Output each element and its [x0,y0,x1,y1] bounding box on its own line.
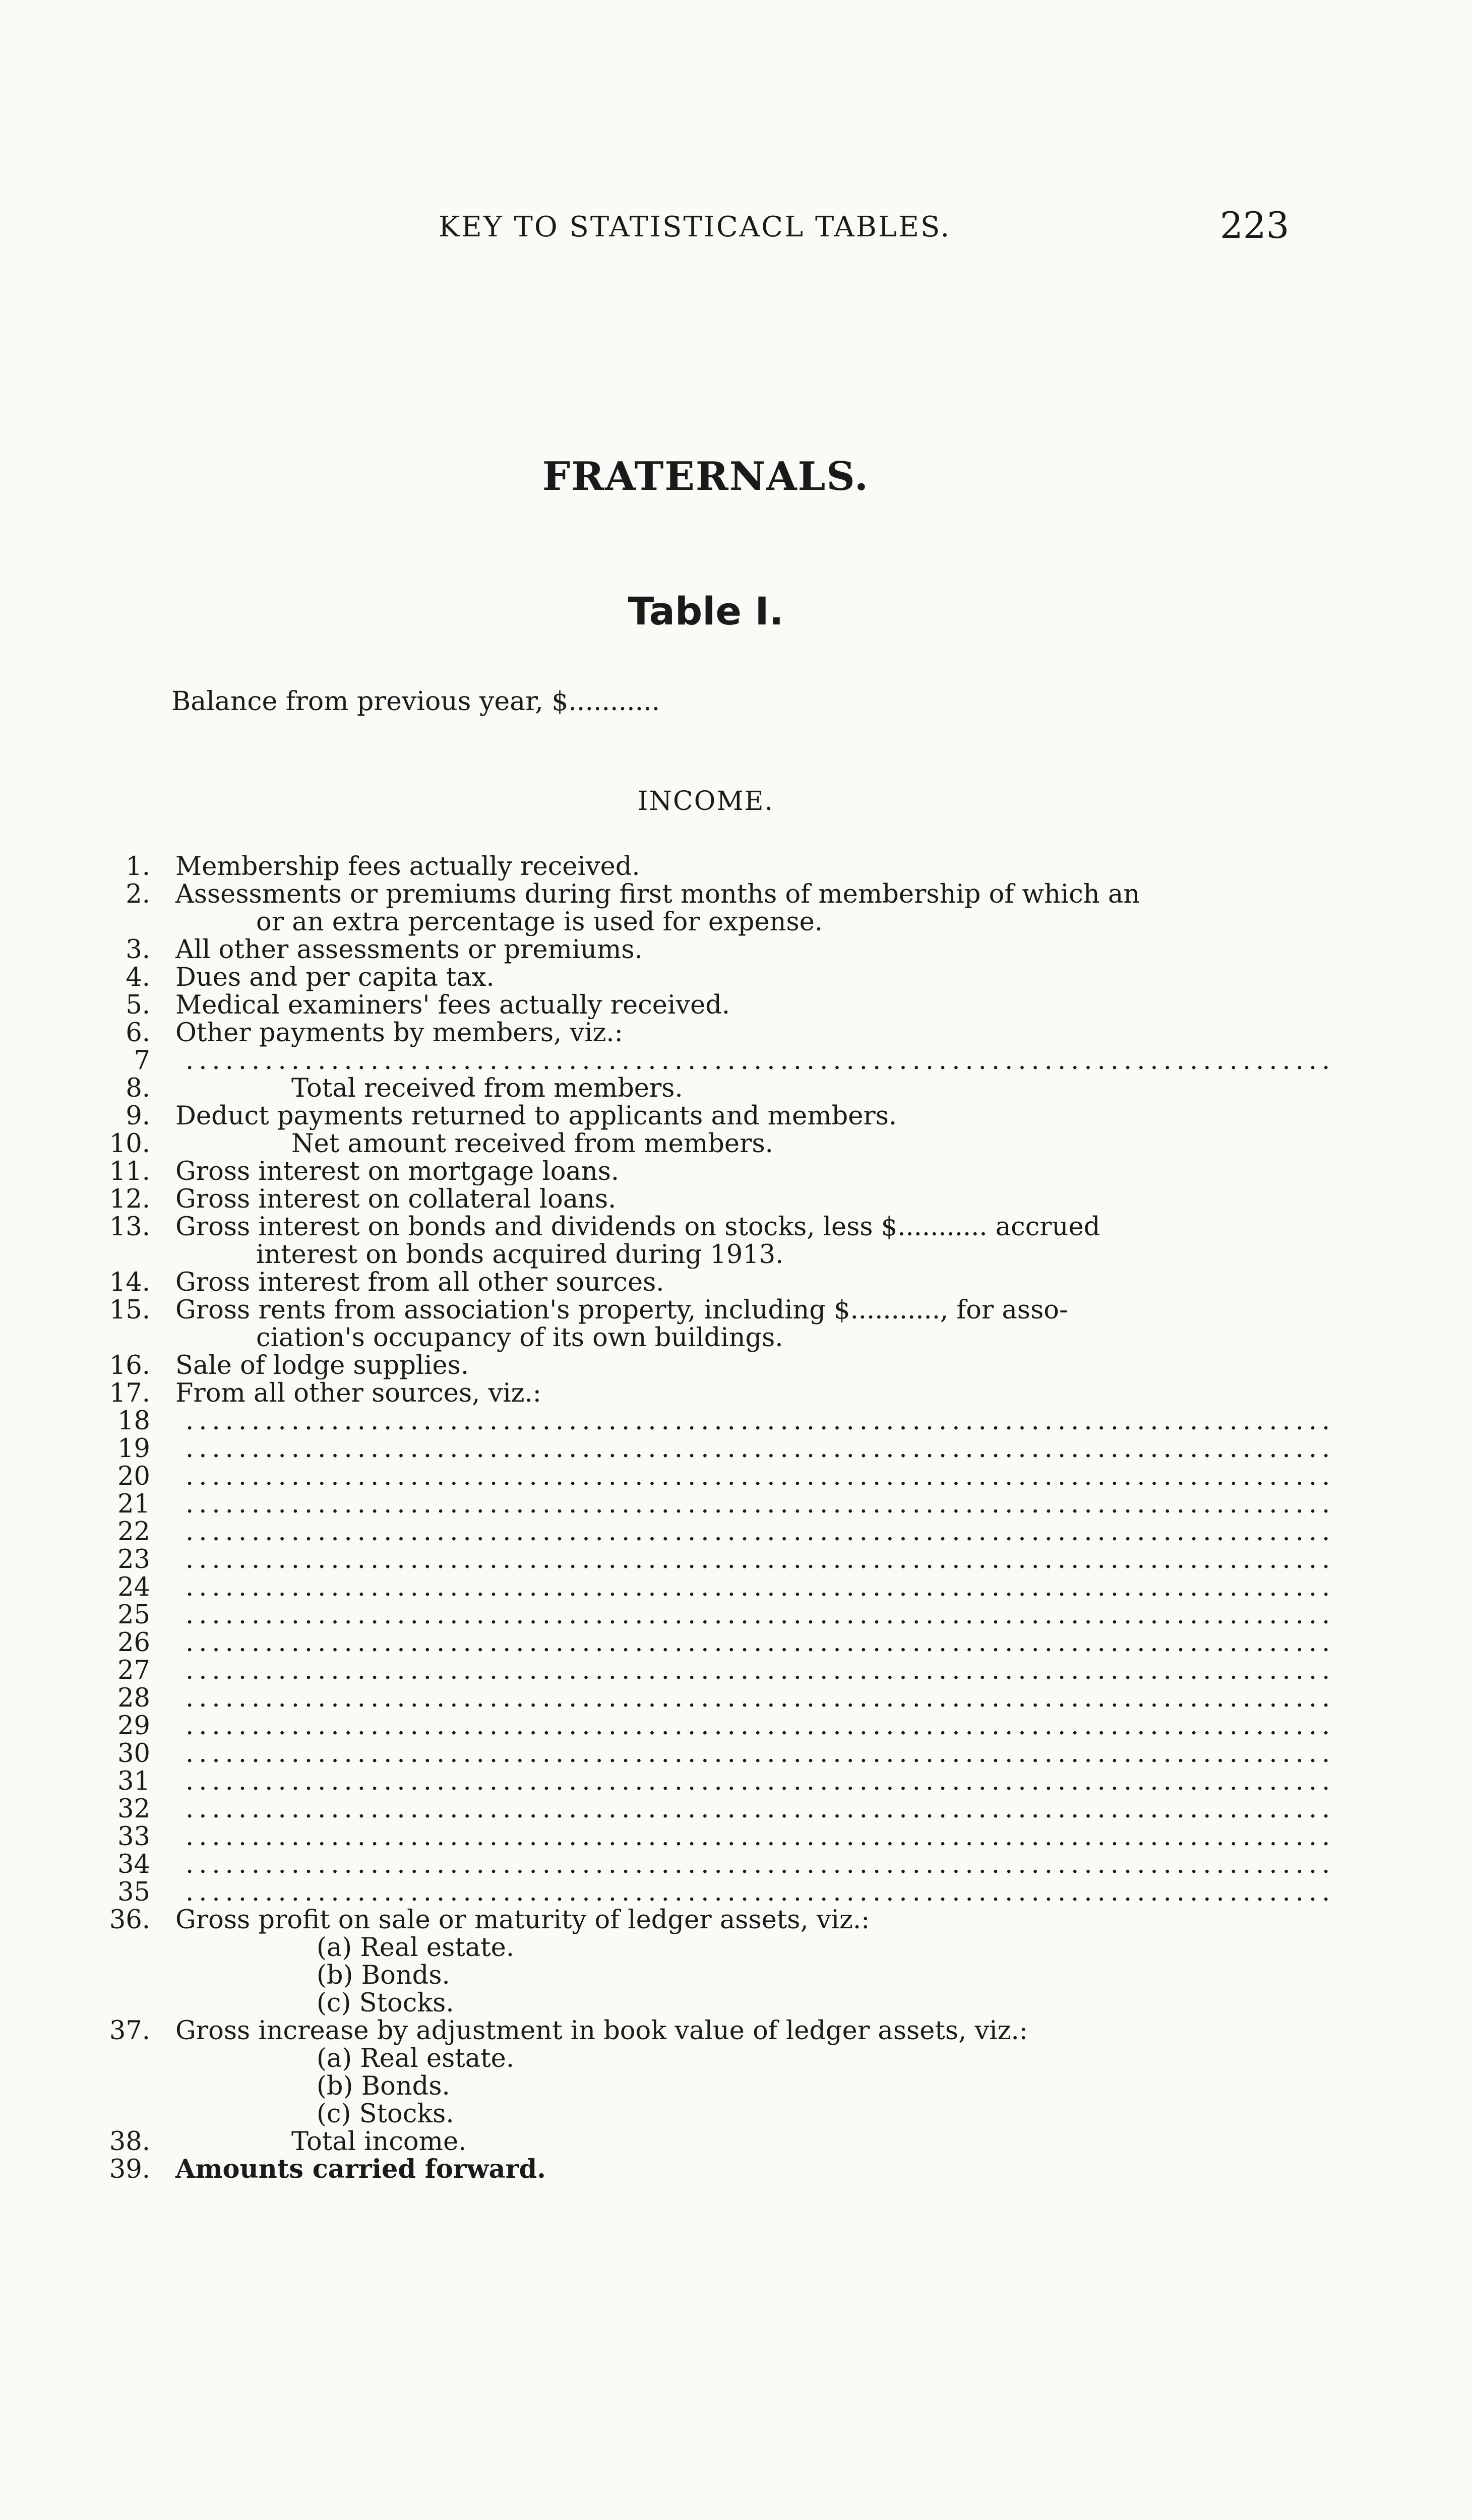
list-item-blank [101,1490,1331,1518]
list-item-blank [101,1407,1331,1435]
list-item-blank [101,1573,1331,1601]
list-subitem [101,1962,1331,1989]
list-item [101,1352,1331,1379]
dotted-leader [186,1878,1331,1906]
item-text: (b) Bonds. [317,2072,450,2100]
dotted-leader [186,1546,1331,1573]
item-text: All other assessments or premiums. [175,936,643,964]
item-number: 31 [117,1767,150,1796]
list-item-blank [101,1629,1331,1657]
item-number: 13. [109,1212,150,1242]
item-text: Gross interest on bonds and dividends on stocks, less $........... accrued [175,1213,1100,1242]
list-subitem [101,1989,1331,2017]
item-text: (b) Bonds. [317,1962,450,1989]
item-number: 9. [126,1101,150,1131]
list-item-blank [101,1878,1331,1906]
item-number: 29 [117,1711,150,1741]
item-text: Gross interest on collateral loans. [175,1185,617,1213]
item-text: Gross rents from association's property, including $..........., for asso- [175,1296,1068,1325]
list-item [101,2128,1331,2156]
list-item-blank [101,1047,1331,1075]
dotted-leader [186,1435,1331,1463]
item-text: Gross interest on mortgage loans. [175,1158,620,1185]
list-subitem [101,2045,1331,2072]
item-number: 15. [109,1295,150,1325]
dotted-leader [186,1740,1331,1768]
list-item [101,964,1331,991]
list-item-blank [101,1740,1331,1768]
list-item [101,2017,1331,2045]
dotted-leader [186,1768,1331,1795]
item-number: 19 [117,1434,150,1464]
list-item-blank [101,1823,1331,1851]
item-text: Deduct payments returned to applicants and members. [175,1102,897,1130]
list-item-blank [101,1435,1331,1463]
list-subitem [101,1934,1331,1962]
item-text-block [150,1296,1331,1352]
item-text: Net amount received from members. [291,1130,773,1158]
list-item-blank [101,1851,1331,1878]
list-item [101,1019,1331,1047]
item-number: 11. [109,1157,150,1186]
item-number [101,1989,150,2017]
page-number: 223 [1220,204,1290,246]
dotted-leader [186,1490,1331,1518]
item-number: 36. [109,1905,150,1935]
item-text: Gross increase by adjustment in book value of ledger assets, viz.: [175,2017,1028,2045]
dotted-leader [186,1573,1331,1601]
item-number [101,2045,150,2072]
item-number: 30 [117,1739,150,1769]
dotted-leader [186,1851,1331,1878]
item-text: Gross profit on sale or maturity of ledger assets, viz.: [175,1906,870,1934]
item-text-block [150,1213,1331,1269]
item-number: 22 [117,1517,150,1547]
item-number: 2. [126,879,150,909]
item-text-block [150,880,1331,936]
list-item-blank [101,1684,1331,1712]
item-text-continuation: or an extra percentage is used for expense. [256,907,823,936]
item-text: Dues and per capita tax. [175,964,495,991]
list-item [101,853,1331,880]
running-head: KEY TO STATISTICACL TABLES. [439,211,951,243]
dotted-leader [186,1823,1331,1851]
item-number: 20 [117,1462,150,1491]
list-item-blank [101,1657,1331,1684]
list-item [101,936,1331,964]
dotted-leader [186,1629,1331,1657]
item-number: 17. [109,1378,150,1408]
item-text: (a) Real estate. [317,1934,515,1962]
item-text: Membership fees actually received. [175,853,640,880]
item-text: Amounts carried forward. [175,2156,546,2183]
item-text: Other payments by members, viz.: [175,1019,623,1047]
item-text: Medical examiners' fees actually received. [175,991,730,1019]
dotted-leader [186,1047,1331,1075]
item-number: 25 [117,1600,150,1630]
item-number: 18 [117,1406,150,1436]
list-item-blank [101,1463,1331,1490]
item-text-continuation: ciation's occupancy of its own buildings. [256,1323,783,1352]
list-subitem [101,2100,1331,2128]
item-number: 24 [117,1572,150,1602]
item-number: 26 [117,1628,150,1658]
list-subitem [101,2072,1331,2100]
list-item-blank [101,1795,1331,1823]
list-item [101,1213,1331,1269]
item-number: 14. [109,1268,150,1297]
item-number [101,2072,150,2100]
item-number: 37. [109,2016,150,2046]
list-item [101,1130,1331,1158]
item-number: 21 [117,1489,150,1519]
section-title: FRATERNALS. [542,454,870,499]
item-number: 10. [109,1129,150,1159]
item-text: Total received from members. [291,1075,683,1102]
dotted-leader [186,1463,1331,1490]
item-number: 7 [134,1046,150,1076]
item-number [101,1962,150,1989]
dotted-leader [186,1795,1331,1823]
table-title: Table I. [628,589,784,634]
item-number: 28 [117,1683,150,1713]
income-heading: INCOME. [637,786,774,816]
item-number: 4. [126,963,150,992]
income-items-list [101,853,1331,2183]
list-item [101,991,1331,1019]
dotted-leader [186,1712,1331,1740]
item-text: Gross interest from all other sources. [175,1269,664,1296]
item-number: 38. [109,2127,150,2157]
item-number: 39. [109,2155,150,2184]
item-number: 35 [117,1877,150,1907]
list-item [101,1075,1331,1102]
list-item [101,1102,1331,1130]
list-item [101,1296,1331,1352]
item-number: 32 [117,1794,150,1824]
list-item-blank [101,1546,1331,1573]
item-number: 12. [109,1184,150,1214]
item-text: Assessments or premiums during first months of membership of which an [175,880,1140,909]
item-text: Sale of lodge supplies. [175,1352,469,1379]
item-number: 27 [117,1656,150,1685]
list-item [101,1906,1331,1934]
item-number: 6. [126,1018,150,1048]
item-text: (c) Stocks. [317,2100,454,2128]
item-number: 33 [117,1822,150,1852]
item-number: 5. [126,990,150,1020]
list-item [101,1158,1331,1185]
item-text: (a) Real estate. [317,2045,515,2072]
dotted-leader [186,1407,1331,1435]
list-item-blank [101,1712,1331,1740]
item-text: Total income. [291,2128,467,2156]
dotted-leader [186,1518,1331,1546]
list-item-blank [101,1601,1331,1629]
dotted-leader [186,1601,1331,1629]
list-item [101,2156,1331,2183]
item-number: 23 [117,1545,150,1574]
list-item [101,880,1331,936]
item-number: 16. [109,1351,150,1380]
item-text-continuation: interest on bonds acquired during 1913. [256,1240,784,1269]
list-item-blank [101,1518,1331,1546]
dotted-leader [186,1684,1331,1712]
balance-line: Balance from previous year, $........... [171,686,660,717]
item-number: 1. [126,852,150,881]
item-number [101,2100,150,2128]
list-item [101,1185,1331,1213]
item-number: 3. [126,935,150,965]
item-text: From all other sources, viz.: [175,1379,541,1407]
item-text: (c) Stocks. [317,1989,454,2017]
item-number: 34 [117,1850,150,1879]
item-number [101,1934,150,1962]
list-item [101,1269,1331,1296]
dotted-leader [186,1657,1331,1684]
list-item-blank [101,1768,1331,1795]
list-item [101,1379,1331,1407]
item-number: 8. [126,1074,150,1103]
